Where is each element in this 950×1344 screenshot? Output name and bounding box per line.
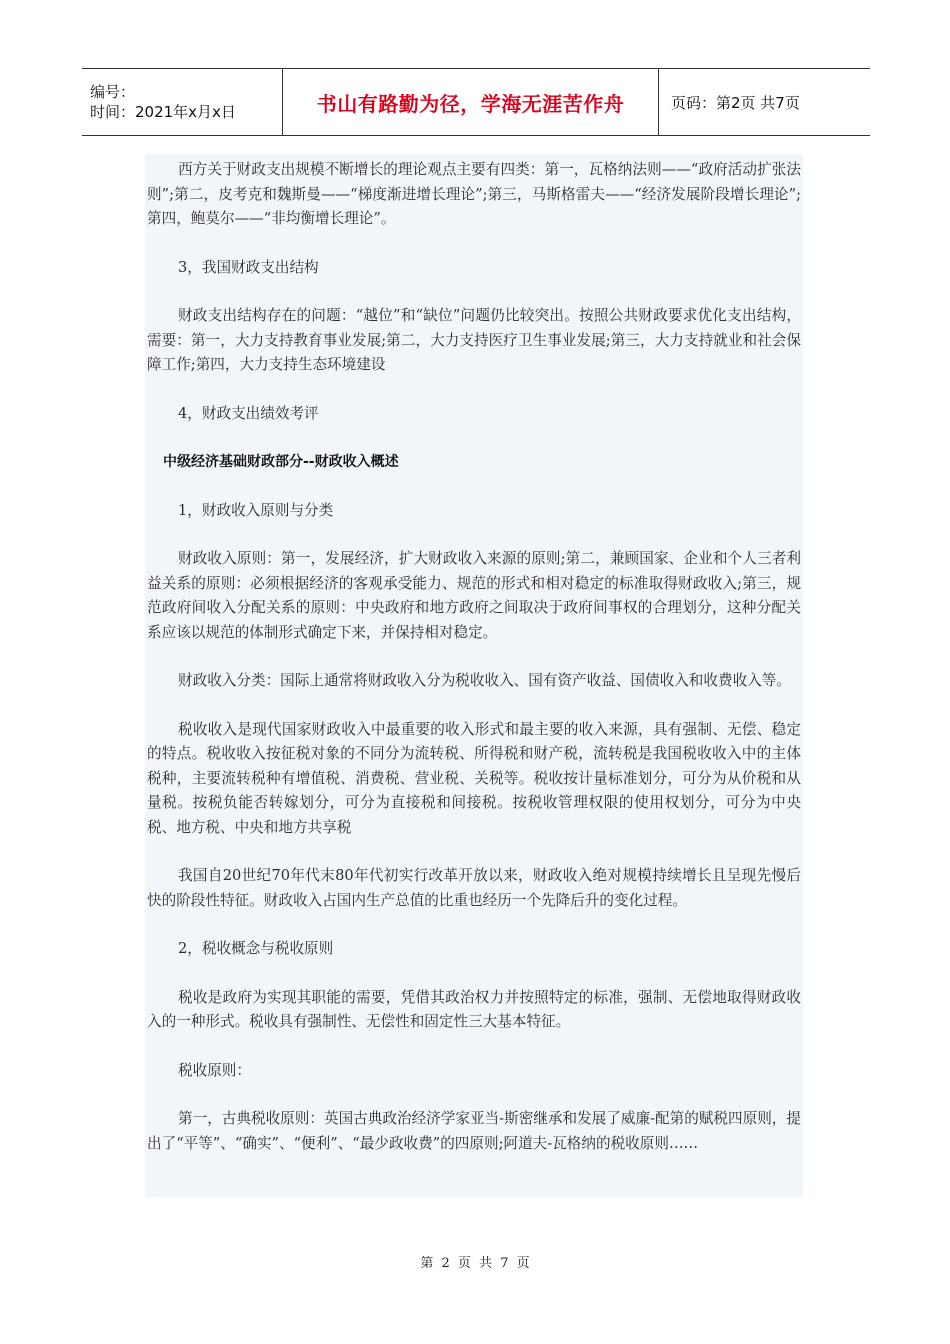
paragraph: 西方关于财政支出规模不断增长的理论观点主要有四类：第一，瓦格纳法则——“政府活动扩张法则”;第二，皮考克和魏斯曼——“梯度渐进增长理论”;第三，马斯格雷夫——“经济发展阶段增长理论”;第四，鲍莫尔——“非均衡增长理论”。	[147, 161, 801, 227]
header-page-cell	[659, 69, 870, 135]
paragraph: 财政收入分类：国际上通常将财政收入分为税收收入、国有资产收益、国债收入和收费收入等。	[178, 672, 791, 689]
header-meta	[82, 69, 282, 135]
section-heading: 2，税收概念与税收原则	[178, 940, 334, 957]
chapter-heading: 中级经济基础财政部分--财政收入概述	[163, 454, 399, 470]
header-motto: 书山有路勤为径，学海无涯苦作舟	[316, 91, 625, 116]
header-page-label: 页码：第2页 共7页	[671, 93, 800, 112]
paragraph: 我国自20世纪70年代末80年代初实行改革开放以来，财政收入绝对规模持续增长且呈现先慢后快的阶段性特征。财政收入占国内生产总值的比重也经历一个先降后升的变化过程。	[147, 867, 801, 909]
document-number-label: 编号：	[90, 83, 136, 101]
section-heading: 1，财政收入原则与分类	[178, 501, 334, 519]
section-heading: 4，财政支出绩效考评	[178, 404, 319, 422]
paragraph: 税收原则：	[178, 1061, 251, 1079]
paragraph: 财政支出结构存在的问题：“越位”和“缺位”问题仍比较突出。按照公共财政要求优化支出结构，需要：第一，大力支持教育事业发展;第二，大力支持医疗卫生事业发展;第三，大力支持就业和社会保障工作;第四，大力支持生态环境建设	[147, 307, 801, 373]
document-body	[145, 154, 803, 1197]
paragraph: 第一，古典税收原则：英国古典政治经济学家亚当-斯密继承和发展了威廉-配第的赋税四原则，提出了“平等”、“确实”、“便利”、“最少政收费”的四原则;阿道夫-瓦格纳的税收原则……	[147, 1110, 801, 1152]
section-heading: 3，我国财政支出结构	[178, 258, 319, 276]
paragraph: 财政收入原则：第一，发展经济，扩大财政收入来源的原则;第二，兼顾国家、企业和个人三者利益关系的原则：必须根据经济的客观承受能力、规范的形式和相对稳定的标准取得财政收入;第三，规范政府间收入分配关系的原则：中央政府和地方政府之间取决于政府间事权的合理划分，这种分配关系应该以规范的体制形式确定下来，并保持相对稳定。	[147, 550, 801, 641]
page-footer: 第 2 页 共 7 页	[420, 1256, 530, 1271]
page-header	[82, 68, 870, 136]
paragraph: 税收收入是现代国家财政收入中最重要的收入形式和最主要的收入来源，具有强制、无偿、稳定的特点。税收收入按征税对象的不同分为流转税、所得税和财产税，流转税是我国税收收入中的主体税种，主要流转税种有增值税、消费税、营业税、关税等。税收按计量标准划分，可分为从价税和从量税。按税负能否转嫁划分，可分为直接税和间接税。按税收管理权限的使用权划分，可分为中央税、地方税、中央和地方共享税	[147, 720, 801, 836]
document-time-label: 时间：2021年x月x日	[90, 103, 236, 121]
header-motto-cell	[282, 69, 659, 135]
paragraph: 税收是政府为实现其职能的需要，凭借其政治权力并按照特定的标准，强制、无偿地取得财政收入的一种形式。税收具有强制性、无偿性和固定性三大基本特征。	[147, 988, 801, 1030]
